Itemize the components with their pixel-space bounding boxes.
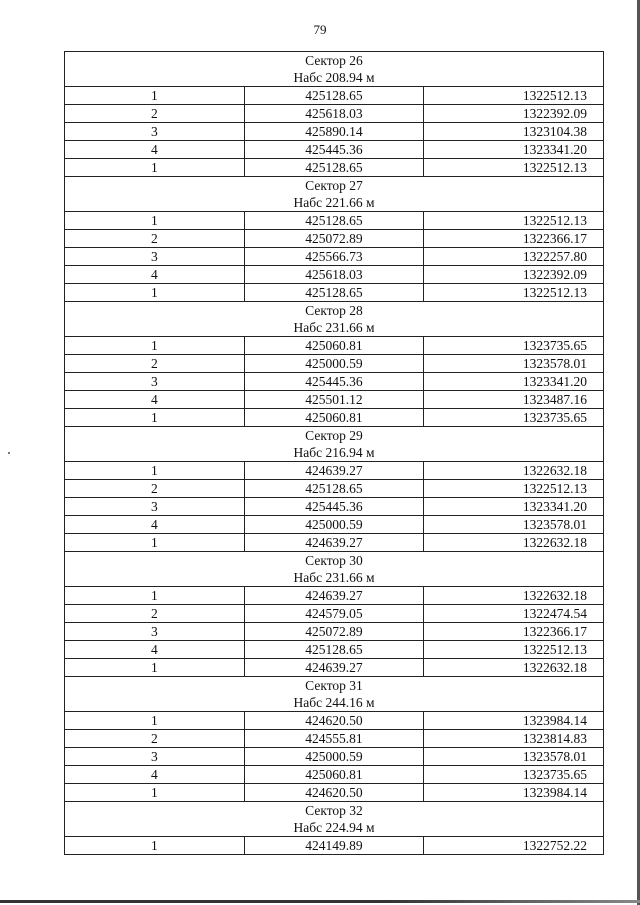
x-coordinate: 425000.59 bbox=[244, 516, 424, 534]
x-coordinate: 424555.81 bbox=[244, 730, 424, 748]
y-coordinate: 1322366.17 bbox=[424, 230, 604, 248]
point-number: 4 bbox=[65, 391, 245, 409]
point-number: 4 bbox=[65, 766, 245, 784]
sector-title: Сектор 29 bbox=[305, 428, 363, 443]
coordinate-row bbox=[65, 784, 604, 802]
y-coordinate: 1322632.18 bbox=[424, 587, 604, 605]
x-coordinate: 425890.14 bbox=[244, 123, 424, 141]
sector-header bbox=[65, 677, 604, 712]
coordinate-row bbox=[65, 462, 604, 480]
x-coordinate: 425445.36 bbox=[244, 373, 424, 391]
y-coordinate: 1322392.09 bbox=[424, 266, 604, 284]
point-number: 1 bbox=[65, 587, 245, 605]
y-coordinate: 1322632.18 bbox=[424, 659, 604, 677]
coordinate-row bbox=[65, 337, 604, 355]
sector-header bbox=[65, 52, 604, 87]
y-coordinate: 1323735.65 bbox=[424, 409, 604, 427]
coordinate-row bbox=[65, 230, 604, 248]
y-coordinate: 1322632.18 bbox=[424, 534, 604, 552]
point-number: 2 bbox=[65, 605, 245, 623]
y-coordinate: 1323104.38 bbox=[424, 123, 604, 141]
point-number: 4 bbox=[65, 266, 245, 284]
x-coordinate: 425000.59 bbox=[244, 355, 424, 373]
coordinate-row bbox=[65, 534, 604, 552]
coordinate-row bbox=[65, 498, 604, 516]
point-number: 1 bbox=[65, 212, 245, 230]
x-coordinate: 424639.27 bbox=[244, 659, 424, 677]
coordinate-row bbox=[65, 141, 604, 159]
sector-header-row bbox=[65, 52, 604, 87]
point-number: 3 bbox=[65, 123, 245, 141]
x-coordinate: 424149.89 bbox=[244, 837, 424, 855]
coordinate-row bbox=[65, 373, 604, 391]
point-number: 3 bbox=[65, 248, 245, 266]
point-number: 1 bbox=[65, 337, 245, 355]
y-coordinate: 1322632.18 bbox=[424, 462, 604, 480]
y-coordinate: 1322474.54 bbox=[424, 605, 604, 623]
y-coordinate: 1322512.13 bbox=[424, 212, 604, 230]
y-coordinate: 1322752.22 bbox=[424, 837, 604, 855]
coordinate-row bbox=[65, 659, 604, 677]
coordinate-row bbox=[65, 748, 604, 766]
x-coordinate: 424639.27 bbox=[244, 462, 424, 480]
coordinate-row bbox=[65, 87, 604, 105]
point-number: 2 bbox=[65, 480, 245, 498]
x-coordinate: 425618.03 bbox=[244, 266, 424, 284]
point-number: 1 bbox=[65, 534, 245, 552]
point-number: 3 bbox=[65, 748, 245, 766]
x-coordinate: 425128.65 bbox=[244, 87, 424, 105]
coordinate-row bbox=[65, 159, 604, 177]
x-coordinate: 425128.65 bbox=[244, 284, 424, 302]
coordinate-row bbox=[65, 712, 604, 730]
sector-height: Набс 244.16 м bbox=[293, 695, 375, 710]
y-coordinate: 1322512.13 bbox=[424, 480, 604, 498]
y-coordinate: 1323984.14 bbox=[424, 712, 604, 730]
coordinate-row bbox=[65, 355, 604, 373]
coordinate-row bbox=[65, 391, 604, 409]
coordinate-row bbox=[65, 587, 604, 605]
y-coordinate: 1322512.13 bbox=[424, 87, 604, 105]
y-coordinate: 1323984.14 bbox=[424, 784, 604, 802]
point-number: 3 bbox=[65, 498, 245, 516]
y-coordinate: 1323341.20 bbox=[424, 141, 604, 159]
point-number: 1 bbox=[65, 784, 245, 802]
sector-header bbox=[65, 302, 604, 337]
point-number: 4 bbox=[65, 516, 245, 534]
point-number: 1 bbox=[65, 87, 245, 105]
point-number: 3 bbox=[65, 623, 245, 641]
y-coordinate: 1322257.80 bbox=[424, 248, 604, 266]
sector-title: Сектор 28 bbox=[305, 303, 363, 318]
sector-height: Набс 224.94 м bbox=[293, 820, 375, 835]
sector-coordinates-table bbox=[64, 51, 604, 855]
sector-title: Сектор 26 bbox=[305, 53, 363, 68]
point-number: 1 bbox=[65, 712, 245, 730]
y-coordinate: 1323814.83 bbox=[424, 730, 604, 748]
x-coordinate: 425128.65 bbox=[244, 641, 424, 659]
x-coordinate: 425566.73 bbox=[244, 248, 424, 266]
point-number: 2 bbox=[65, 355, 245, 373]
coordinate-row bbox=[65, 266, 604, 284]
sector-header-row bbox=[65, 677, 604, 712]
point-number: 2 bbox=[65, 730, 245, 748]
x-coordinate: 425060.81 bbox=[244, 337, 424, 355]
y-coordinate: 1323578.01 bbox=[424, 516, 604, 534]
point-number: 1 bbox=[65, 837, 245, 855]
sector-height: Набс 231.66 м bbox=[293, 320, 375, 335]
sector-title: Сектор 32 bbox=[305, 803, 363, 818]
coordinate-row bbox=[65, 105, 604, 123]
sector-header-row bbox=[65, 552, 604, 587]
y-coordinate: 1323341.20 bbox=[424, 373, 604, 391]
sector-header-row bbox=[65, 302, 604, 337]
sector-height: Набс 231.66 м bbox=[293, 570, 375, 585]
x-coordinate: 424639.27 bbox=[244, 534, 424, 552]
point-number: 1 bbox=[65, 462, 245, 480]
y-coordinate: 1323487.16 bbox=[424, 391, 604, 409]
sector-height: Набс 216.94 м bbox=[293, 445, 375, 460]
x-coordinate: 425445.36 bbox=[244, 141, 424, 159]
sector-title: Сектор 31 bbox=[305, 678, 363, 693]
coordinate-row bbox=[65, 123, 604, 141]
point-number: 1 bbox=[65, 284, 245, 302]
point-number: 2 bbox=[65, 105, 245, 123]
sector-header bbox=[65, 427, 604, 462]
coordinate-row bbox=[65, 409, 604, 427]
sector-header bbox=[65, 552, 604, 587]
x-coordinate: 425501.12 bbox=[244, 391, 424, 409]
point-number: 3 bbox=[65, 373, 245, 391]
sector-height: Набс 221.66 м bbox=[293, 195, 375, 210]
x-coordinate: 425060.81 bbox=[244, 409, 424, 427]
point-number: 4 bbox=[65, 141, 245, 159]
x-coordinate: 425128.65 bbox=[244, 212, 424, 230]
coordinate-row bbox=[65, 605, 604, 623]
point-number: 1 bbox=[65, 159, 245, 177]
y-coordinate: 1322366.17 bbox=[424, 623, 604, 641]
coordinate-row bbox=[65, 480, 604, 498]
sector-header-row bbox=[65, 177, 604, 212]
coordinate-row bbox=[65, 837, 604, 855]
coordinate-row bbox=[65, 641, 604, 659]
point-number: 4 bbox=[65, 641, 245, 659]
y-coordinate: 1323735.65 bbox=[424, 337, 604, 355]
page-number: 79 bbox=[313, 22, 327, 37]
sector-title: Сектор 27 bbox=[305, 178, 363, 193]
scan-edge-bottom bbox=[0, 900, 640, 903]
point-number: 2 bbox=[65, 230, 245, 248]
y-coordinate: 1322512.13 bbox=[424, 159, 604, 177]
x-coordinate: 424620.50 bbox=[244, 784, 424, 802]
sector-header bbox=[65, 177, 604, 212]
point-number: 1 bbox=[65, 409, 245, 427]
y-coordinate: 1322512.13 bbox=[424, 641, 604, 659]
x-coordinate: 425072.89 bbox=[244, 623, 424, 641]
y-coordinate: 1322392.09 bbox=[424, 105, 604, 123]
y-coordinate: 1323341.20 bbox=[424, 498, 604, 516]
coordinate-row bbox=[65, 212, 604, 230]
coordinate-row bbox=[65, 766, 604, 784]
point-number: 1 bbox=[65, 659, 245, 677]
coordinate-row bbox=[65, 516, 604, 534]
y-coordinate: 1323578.01 bbox=[424, 355, 604, 373]
sector-header-row bbox=[65, 427, 604, 462]
y-coordinate: 1323578.01 bbox=[424, 748, 604, 766]
sector-height: Набс 208.94 м bbox=[293, 70, 375, 85]
y-coordinate: 1322512.13 bbox=[424, 284, 604, 302]
x-coordinate: 425618.03 bbox=[244, 105, 424, 123]
coordinate-row bbox=[65, 623, 604, 641]
coordinate-row bbox=[65, 730, 604, 748]
x-coordinate: 424620.50 bbox=[244, 712, 424, 730]
sector-title: Сектор 30 bbox=[305, 553, 363, 568]
x-coordinate: 424639.27 bbox=[244, 587, 424, 605]
x-coordinate: 425072.89 bbox=[244, 230, 424, 248]
sector-header bbox=[65, 802, 604, 837]
x-coordinate: 425128.65 bbox=[244, 159, 424, 177]
x-coordinate: 425000.59 bbox=[244, 748, 424, 766]
x-coordinate: 424579.05 bbox=[244, 605, 424, 623]
coordinate-row bbox=[65, 248, 604, 266]
x-coordinate: 425128.65 bbox=[244, 480, 424, 498]
x-coordinate: 425445.36 bbox=[244, 498, 424, 516]
y-coordinate: 1323735.65 bbox=[424, 766, 604, 784]
scan-speck bbox=[8, 452, 10, 454]
x-coordinate: 425060.81 bbox=[244, 766, 424, 784]
coordinate-row bbox=[65, 284, 604, 302]
sector-header-row bbox=[65, 802, 604, 837]
